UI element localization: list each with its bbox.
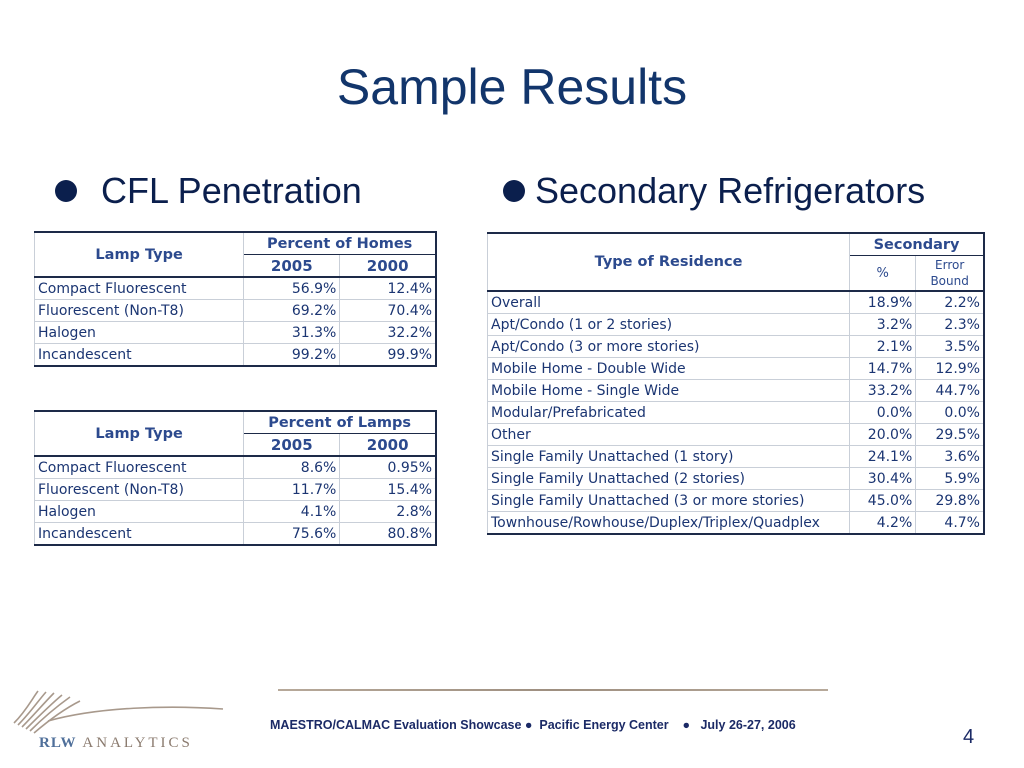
table-row (488, 490, 985, 512)
row-label: Halogen (35, 322, 244, 344)
cell-error: 2.2% (916, 291, 984, 314)
bullet-secondary-refrigerators (503, 170, 925, 212)
table-row (488, 424, 985, 446)
cell-2000: 99.9% (340, 344, 436, 367)
row-label: Incandescent (35, 523, 244, 546)
error-label-line1: Error (935, 258, 965, 272)
cell-percent: 45.0% (850, 490, 916, 512)
cell-2000: 80.8% (340, 523, 436, 546)
footer-divider (278, 689, 828, 691)
col-header-error-bound (916, 256, 984, 292)
cell-2000: 12.4% (340, 277, 436, 300)
col-header-percent: % (850, 256, 916, 292)
row-label: Incandescent (35, 344, 244, 367)
cell-percent: 33.2% (850, 380, 916, 402)
bullet-dot-icon (55, 180, 77, 202)
logo-text-analytics: ANALYTICS (82, 735, 193, 751)
row-label: Other (488, 424, 850, 446)
col-header-lamp-type: Lamp Type (35, 411, 244, 456)
page-number: 4 (963, 726, 975, 748)
group-header-percent-of-homes: Percent of Homes (244, 232, 436, 255)
cell-error: 2.3% (916, 314, 984, 336)
table-row (35, 501, 437, 523)
cell-2005: 56.9% (244, 277, 340, 300)
cell-percent: 18.9% (850, 291, 916, 314)
cell-error: 3.5% (916, 336, 984, 358)
cell-percent: 20.0% (850, 424, 916, 446)
cell-2005: 4.1% (244, 501, 340, 523)
cell-error: 4.7% (916, 512, 984, 535)
table-row (35, 479, 437, 501)
cell-2005: 99.2% (244, 344, 340, 367)
group-header-percent-of-lamps: Percent of Lamps (244, 411, 436, 434)
cell-2005: 31.3% (244, 322, 340, 344)
row-label: Mobile Home - Double Wide (488, 358, 850, 380)
cell-2005: 11.7% (244, 479, 340, 501)
cell-error: 5.9% (916, 468, 984, 490)
row-label: Overall (488, 291, 850, 314)
bullet-dot-icon (503, 180, 525, 202)
table-row (35, 322, 437, 344)
table-row (35, 277, 437, 300)
table-row (488, 380, 985, 402)
cell-error: 29.8% (916, 490, 984, 512)
table-row (488, 512, 985, 535)
bullet-label: Secondary Refrigerators (535, 170, 926, 211)
cell-error: 0.0% (916, 402, 984, 424)
cell-2000: 15.4% (340, 479, 436, 501)
row-label: Fluorescent (Non-T8) (35, 479, 244, 501)
cell-percent: 2.1% (850, 336, 916, 358)
row-label: Halogen (35, 501, 244, 523)
table-row (488, 314, 985, 336)
logo-wordmark (39, 735, 193, 752)
bullet-label: CFL Penetration (101, 170, 362, 211)
row-label: Apt/Condo (1 or 2 stories) (488, 314, 850, 336)
percent-of-homes-table (34, 231, 437, 367)
cell-error: 3.6% (916, 446, 984, 468)
cell-2000: 0.95% (340, 456, 436, 479)
col-header-2005: 2005 (244, 255, 340, 278)
row-label: Apt/Condo (3 or more stories) (488, 336, 850, 358)
cell-2000: 32.2% (340, 322, 436, 344)
table-row (35, 300, 437, 322)
slide-title: Sample Results (336, 59, 688, 115)
cell-2005: 75.6% (244, 523, 340, 546)
cell-2005: 69.2% (244, 300, 340, 322)
logo-text-rlw: RLW (39, 735, 77, 751)
error-label-line2: Bound (930, 274, 969, 288)
row-label: Compact Fluorescent (35, 277, 244, 300)
table-row (35, 523, 437, 546)
row-label: Single Family Unattached (2 stories) (488, 468, 850, 490)
cell-error: 29.5% (916, 424, 984, 446)
row-label: Fluorescent (Non-T8) (35, 300, 244, 322)
footer-text: MAESTRO/CALMAC Evaluation Showcase ● Pacific Energy Center ● July 26-27, 2006 (270, 718, 796, 732)
row-label: Single Family Unattached (1 story) (488, 446, 850, 468)
table-row (488, 402, 985, 424)
bullet-cfl-penetration (55, 170, 362, 212)
cell-percent: 14.7% (850, 358, 916, 380)
row-label: Compact Fluorescent (35, 456, 244, 479)
cell-2000: 2.8% (340, 501, 436, 523)
table-row (488, 336, 985, 358)
cell-percent: 30.4% (850, 468, 916, 490)
cell-2000: 70.4% (340, 300, 436, 322)
secondary-refrigerators-table (487, 232, 985, 535)
table-row (488, 468, 985, 490)
cell-percent: 3.2% (850, 314, 916, 336)
col-header-type-of-residence: Type of Residence (488, 233, 850, 291)
row-label: Modular/Prefabricated (488, 402, 850, 424)
table-row (35, 344, 437, 367)
cell-2005: 8.6% (244, 456, 340, 479)
cell-error: 12.9% (916, 358, 984, 380)
row-label: Townhouse/Rowhouse/Duplex/Triplex/Quadplex (488, 512, 850, 535)
table-row (488, 291, 985, 314)
table-row (488, 446, 985, 468)
cell-percent: 4.2% (850, 512, 916, 535)
table-row (488, 358, 985, 380)
col-header-2000: 2000 (340, 255, 436, 278)
percent-of-lamps-table (34, 410, 437, 546)
col-header-lamp-type: Lamp Type (35, 232, 244, 277)
row-label: Single Family Unattached (3 or more stories) (488, 490, 850, 512)
row-label: Mobile Home - Single Wide (488, 380, 850, 402)
cell-percent: 0.0% (850, 402, 916, 424)
group-header-secondary: Secondary (850, 233, 984, 256)
col-header-2000: 2000 (340, 434, 436, 457)
cell-percent: 24.1% (850, 446, 916, 468)
col-header-2005: 2005 (244, 434, 340, 457)
cell-error: 44.7% (916, 380, 984, 402)
table-row (35, 456, 437, 479)
